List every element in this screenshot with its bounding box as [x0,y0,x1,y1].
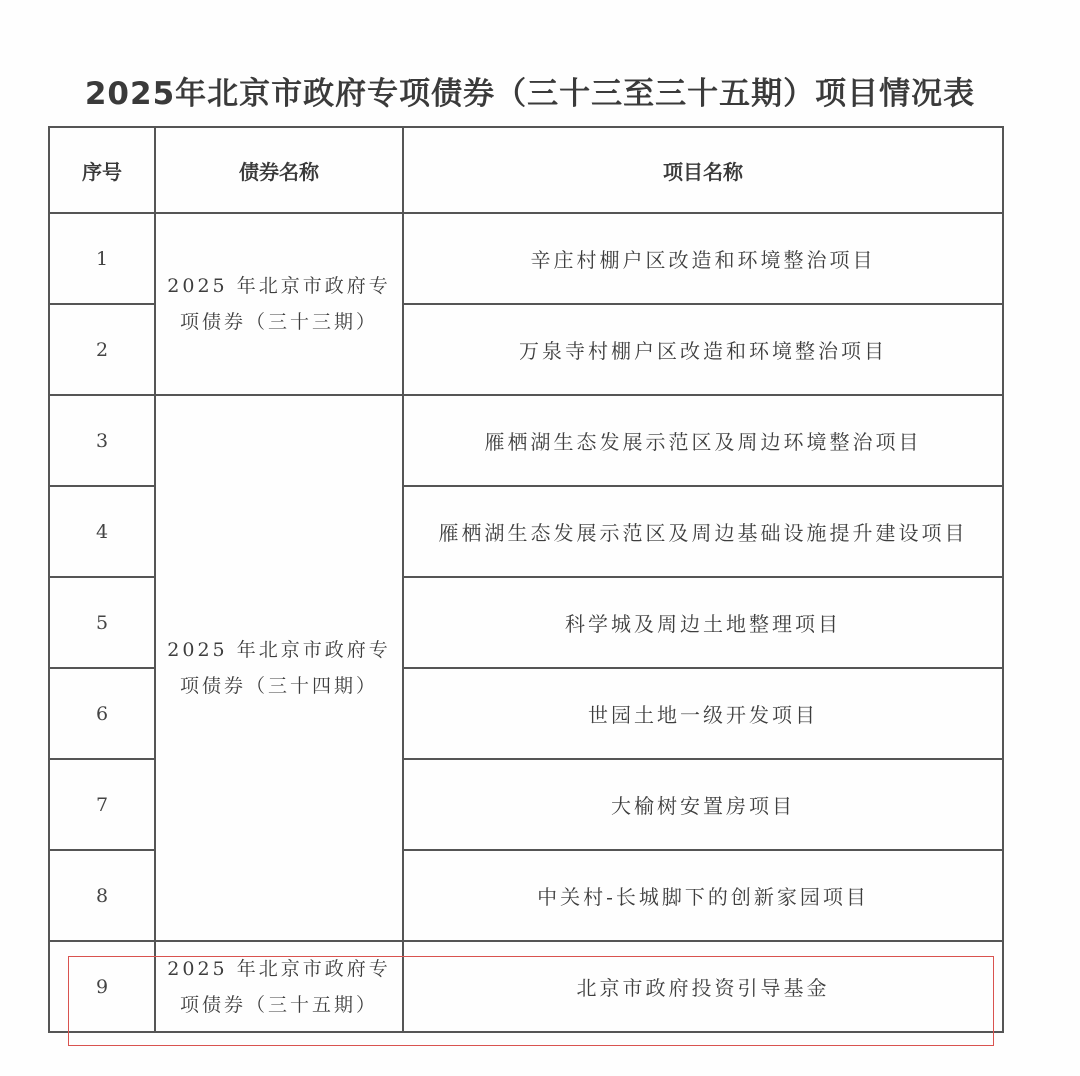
project-name: 雁栖湖生态发展示范区及周边基础设施提升建设项目 [403,486,1003,577]
project-name: 科学城及周边土地整理项目 [403,577,1003,668]
bond-name-cell [155,941,403,1032]
page-title: 2025年北京市政府专项债券（三十三至三十五期）项目情况表 [84,76,976,112]
bond-name-line: 2025 年北京市政府专 [167,957,391,980]
row-number: 1 [49,213,155,304]
bond-name-line: 项债券（三十五期） [179,993,378,1016]
project-name: 大榆树安置房项目 [403,759,1003,850]
project-name: 辛庄村棚户区改造和环境整治项目 [403,213,1003,304]
table-row [49,395,1003,486]
row-number: 9 [49,941,155,1032]
table-row [49,941,1003,1032]
project-name: 北京市政府投资引导基金 [403,941,1003,1032]
row-number: 2 [49,304,155,395]
project-name: 雁栖湖生态发展示范区及周边环境整治项目 [403,395,1003,486]
row-number: 7 [49,759,155,850]
header-no: 序号 [49,127,155,213]
bond-project-table [48,126,1004,1033]
table-row [49,213,1003,304]
bond-name-cell [155,213,403,395]
project-name: 世园土地一级开发项目 [403,668,1003,759]
bond-name-cell [155,395,403,941]
row-number: 4 [49,486,155,577]
row-number: 3 [49,395,155,486]
project-name: 中关村-长城脚下的创新家园项目 [403,850,1003,941]
header-bond-name: 债券名称 [155,127,403,213]
bond-name-line: 2025 年北京市政府专 [167,639,391,661]
row-number: 8 [49,850,155,941]
table-header-row [49,127,1003,213]
header-project-name: 项目名称 [403,127,1003,213]
row-number: 6 [49,668,155,759]
row-number: 5 [49,577,155,668]
project-name: 万泉寺村棚户区改造和环境整治项目 [403,304,1003,395]
bond-name-line: 项债券（三十三期） [179,311,378,333]
bond-name-line: 项债券（三十四期） [179,675,378,697]
bond-name-line: 2025 年北京市政府专 [167,275,391,297]
